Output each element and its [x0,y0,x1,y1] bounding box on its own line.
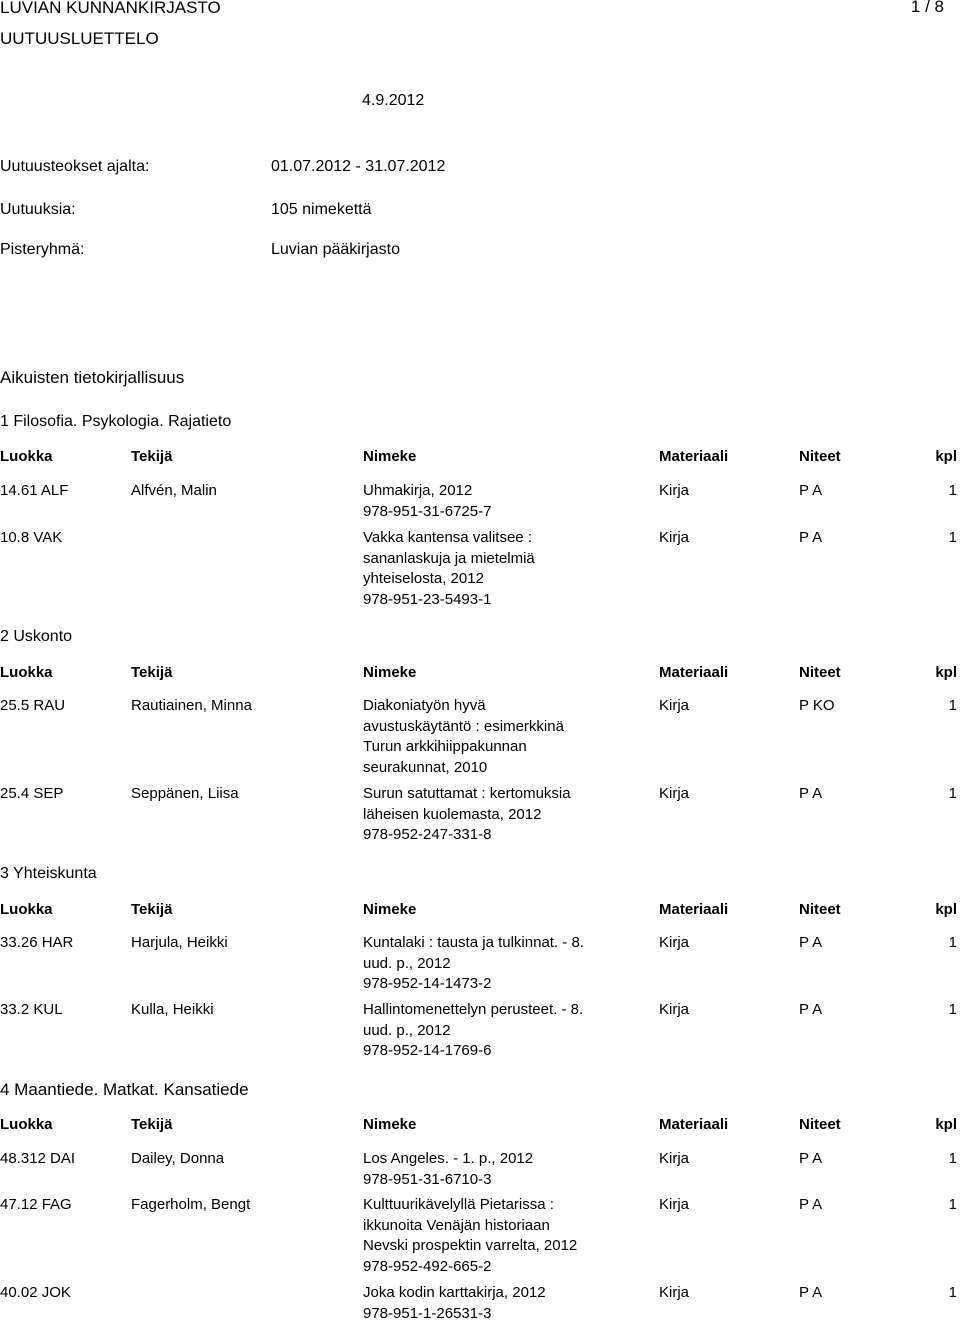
nimeke-line: 978-951-31-6710-3 [363,1170,613,1191]
col-header-luokka: Luokka [0,1115,53,1135]
row-luokka: 47.12 FAG [0,1195,72,1215]
meta-value-period: 01.07.2012 - 31.07.2012 [271,157,445,177]
col-header-luokka: Luokka [0,447,53,467]
row-nimeke [363,784,613,846]
row-materiaali: Kirja [659,481,689,501]
row-tekija: Seppänen, Liisa [131,784,239,804]
row-kpl: 1 [949,528,957,548]
row-materiaali: Kirja [659,1283,689,1303]
nimeke-line: uud. p., 2012 [363,1021,613,1042]
group-title: 1 Filosofia. Psykologia. Rajatieto [0,412,231,432]
nimeke-line: Turun arkkihiippakunnan [363,737,613,758]
nimeke-line: Surun satuttamat : kertomuksia [363,784,613,805]
meta-value-count: 105 nimekettä [271,200,372,220]
nimeke-line: Kulttuurikävelyllä Pietarissa : [363,1195,613,1216]
meta-value-location: Luvian pääkirjasto [271,240,400,260]
col-header-luokka: Luokka [0,900,53,920]
row-kpl: 1 [949,1000,957,1020]
row-materiaali: Kirja [659,528,689,548]
col-header-tekija: Tekijä [131,663,172,683]
col-header-kpl: kpl [935,900,957,920]
col-header-kpl: kpl [935,1115,957,1135]
row-nimeke [363,1149,613,1190]
col-header-nimeke: Nimeke [363,900,416,920]
row-nimeke [363,1283,613,1324]
nimeke-line: Joka kodin karttakirja, 2012 [363,1283,613,1304]
row-kpl: 1 [949,481,957,501]
row-tekija: Dailey, Donna [131,1149,224,1169]
col-header-materiaali: Materiaali [659,447,728,467]
row-luokka: 48.312 DAI [0,1149,75,1169]
row-materiaali: Kirja [659,1000,689,1020]
nimeke-line: Vakka kantensa valitsee : [363,528,613,549]
nimeke-line: uud. p., 2012 [363,954,613,975]
group-title: 2 Uskonto [0,627,72,647]
row-tekija: Fagerholm, Bengt [131,1195,250,1215]
nimeke-line: Los Angeles. - 1. p., 2012 [363,1149,613,1170]
row-luokka: 33.26 HAR [0,933,73,953]
nimeke-line: Uhmakirja, 2012 [363,481,613,502]
row-materiaali: Kirja [659,1195,689,1215]
report-date: 4.9.2012 [362,91,424,111]
group-title: 4 Maantiede. Matkat. Kansatiede [0,1080,249,1100]
row-kpl: 1 [949,1283,957,1303]
col-header-tekija: Tekijä [131,900,172,920]
group-title: 3 Yhteiskunta [0,864,97,884]
row-tekija: Kulla, Heikki [131,1000,214,1020]
col-header-materiaali: Materiaali [659,663,728,683]
row-niteet: P A [799,1283,822,1303]
row-luokka: 25.5 RAU [0,696,65,716]
row-materiaali: Kirja [659,1149,689,1169]
nimeke-line: sananlaskuja ja mietelmiä [363,549,613,570]
section-title: Aikuisten tietokirjallisuus [0,368,184,388]
nimeke-line: yhteiselosta, 2012 [363,569,613,590]
row-luokka: 14.61 ALF [0,481,68,501]
row-nimeke [363,1000,613,1062]
col-header-materiaali: Materiaali [659,1115,728,1135]
nimeke-line: 978-951-23-5493-1 [363,590,613,611]
nimeke-line: Diakoniatyön hyvä [363,696,613,717]
row-materiaali: Kirja [659,784,689,804]
nimeke-line: avustuskäytäntö : esimerkkinä [363,717,613,738]
nimeke-line: Kuntalaki : tausta ja tulkinnat. - 8. [363,933,613,954]
nimeke-line: 978-952-492-665-2 [363,1257,613,1278]
row-niteet: P A [799,528,822,548]
row-nimeke [363,481,613,522]
row-luokka: 33.2 KUL [0,1000,63,1020]
row-kpl: 1 [949,1149,957,1169]
meta-label-location: Pisteryhmä: [0,240,84,260]
col-header-niteet: Niteet [799,900,841,920]
col-header-niteet: Niteet [799,663,841,683]
nimeke-line: ikkunoita Venäjän historiaan [363,1216,613,1237]
row-kpl: 1 [949,933,957,953]
list-title: UUTUUSLUETTELO [0,29,159,49]
row-niteet: P A [799,1000,822,1020]
row-niteet: P A [799,1149,822,1169]
nimeke-line: seurakunnat, 2010 [363,758,613,779]
col-header-nimeke: Nimeke [363,663,416,683]
col-header-luokka: Luokka [0,663,53,683]
col-header-materiaali: Materiaali [659,900,728,920]
row-niteet: P A [799,933,822,953]
row-luokka: 10.8 VAK [0,528,62,548]
row-nimeke [363,933,613,995]
row-kpl: 1 [949,784,957,804]
row-niteet: P A [799,784,822,804]
col-header-tekija: Tekijä [131,447,172,467]
nimeke-line: 978-951-1-26531-3 [363,1304,613,1324]
row-luokka: 25.4 SEP [0,784,63,804]
nimeke-line: Hallintomenettelyn perusteet. - 8. [363,1000,613,1021]
library-name: LUVIAN KUNNANKIRJASTO [0,0,221,18]
col-header-niteet: Niteet [799,447,841,467]
row-materiaali: Kirja [659,696,689,716]
row-niteet: P KO [799,696,835,716]
row-tekija: Harjula, Heikki [131,933,228,953]
row-tekija: Alfvén, Malin [131,481,217,501]
nimeke-line: Nevski prospektin varrelta, 2012 [363,1236,613,1257]
row-materiaali: Kirja [659,933,689,953]
nimeke-line: läheisen kuolemasta, 2012 [363,805,613,826]
col-header-nimeke: Nimeke [363,1115,416,1135]
col-header-niteet: Niteet [799,1115,841,1135]
col-header-kpl: kpl [935,447,957,467]
row-kpl: 1 [949,1195,957,1215]
row-nimeke [363,1195,613,1277]
row-kpl: 1 [949,696,957,716]
nimeke-line: 978-951-31-6725-7 [363,502,613,523]
row-nimeke [363,696,613,778]
nimeke-line: 978-952-247-331-8 [363,825,613,846]
row-niteet: P A [799,1195,822,1215]
row-niteet: P A [799,481,822,501]
page-number: 1 / 8 [911,0,944,17]
meta-label-count: Uutuuksia: [0,200,76,220]
row-nimeke [363,528,613,610]
col-header-tekija: Tekijä [131,1115,172,1135]
row-luokka: 40.02 JOK [0,1283,71,1303]
nimeke-line: 978-952-14-1769-6 [363,1041,613,1062]
row-tekija: Rautiainen, Minna [131,696,252,716]
col-header-kpl: kpl [935,663,957,683]
nimeke-line: 978-952-14-1473-2 [363,974,613,995]
col-header-nimeke: Nimeke [363,447,416,467]
meta-label-period: Uutuusteokset ajalta: [0,157,149,177]
